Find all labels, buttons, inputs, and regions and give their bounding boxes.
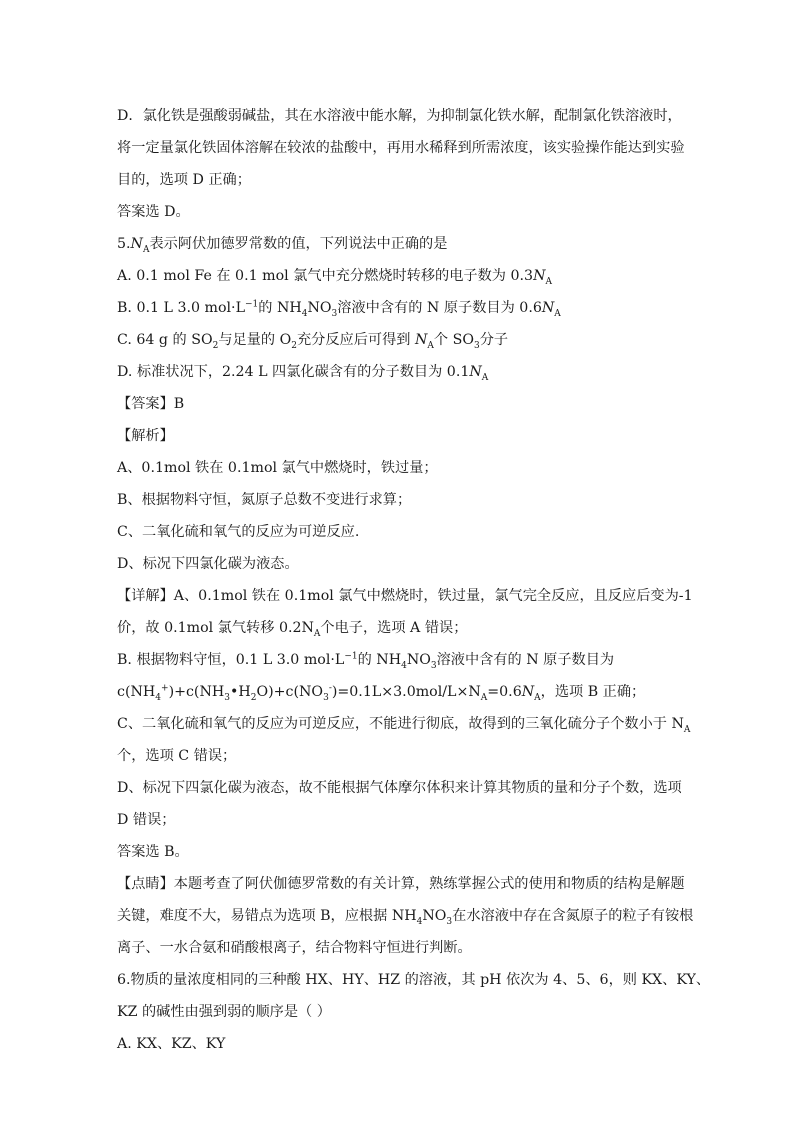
q5-stem: $5.N_A$表示阿伏加德罗常数的值，下列说法中正确的是 xyxy=(117,236,448,255)
analysis-line: A、0.1mol 铁在 0.1mol 氯气中燃烧时，铁过量； xyxy=(117,460,438,476)
text-line: 答案选 D。 xyxy=(117,204,190,220)
detail-line: $c(NH_4^+)+c(NH_3•H_2O)+c(NO_3^-)=0.1L\times 3.0mol/L\times N_A=0.6N_A$，选项 B 正确； xyxy=(117,683,646,703)
detail-line: 答案选 B。 xyxy=(117,844,189,860)
detail-line: D 错误； xyxy=(117,812,176,828)
analysis-line: B、根据物料守恒，氮原子总数不变进行求算； xyxy=(117,492,412,508)
q5-option-c: C. 64 g 的 $SO_2$与足量的 $O_2$充分反应后可得到 $N_A$个 $SO_3$分子 xyxy=(117,332,509,351)
analysis-line: C、二氧化硫和氧气的反应为可逆反应. xyxy=(117,524,360,540)
answer-label: 【答案】B xyxy=(117,396,185,412)
detail-line: D、标况下四氯化碳为液态，故不能根据气体摩尔体积来计算其物质的量和分子个数，选项 xyxy=(117,780,682,796)
analysis-label: 【解析】 xyxy=(117,428,174,444)
detail-line: 【详解】A、0.1mol 铁在 0.1mol 氯气中燃烧时，铁过量，氯气完全反应，且反应后变为-1 xyxy=(117,588,693,604)
q5-option-d: D. 标准状况下，2.24 L 四氯化碳含有的分子数目为 $0.1N_A$ xyxy=(117,364,489,383)
q5-option-a: A. 0.1 mol Fe 在 0.1 mol 氯气中充分燃烧时转移的电子数为 $0.3N_A$ xyxy=(117,268,552,287)
point-line: 离子、一水合氨和硝酸根离子，结合物料守恒进行判断。 xyxy=(117,940,472,956)
detail-line: 价，故 0.1mol 氯气转移 $0.2N_A$个电子，选项 A 错误； xyxy=(117,620,468,639)
q6-option-a: A. KX、KZ、KY xyxy=(117,1036,226,1052)
document-page xyxy=(117,100,711,1060)
q6-stem: 6.物质的量浓度相同的三种酸 HX、HY、HZ 的溶液，其 pH 依次为 4、5、6，则 KX、KY、 xyxy=(117,972,711,988)
detail-line: C、二氧化硫和氧气的反应为可逆反应，不能进行彻底，故得到的三氧化硫分子个数小于 $N_A$ xyxy=(117,716,691,735)
q6-stem: KZ 的碱性由强到弱的顺序是（ ） xyxy=(117,1004,331,1020)
q5-option-b: B. 0.1 L 3.0 $mol\cdot L^{-1}$的 $NH_4NO_3$溶液中含有的 N 原子数目为 $0.6N_A$ xyxy=(117,299,561,319)
text-line: 目的，选项 D 正确； xyxy=(117,172,251,188)
detail-line: 个，选项 C 错误； xyxy=(117,748,237,764)
analysis-line: D、标况下四氯化碳为液态。 xyxy=(117,556,299,572)
text-line: 将一定量氯化铁固体溶解在较浓的盐酸中，再用水稀释到所需浓度，该实验操作能达到实验 xyxy=(117,140,685,156)
detail-line: B. 根据物料守恒，0.1 L 3.0 $mol\cdot L^{-1}$的 $NH_4NO_3$溶液中含有的 N 原子数目为 xyxy=(117,651,615,671)
point-line: 关键，难度不大，易错点为选项 B，应根据 $NH_4NO_3$在水溶液中存在含氮原子的粒子有铵根 xyxy=(117,908,694,927)
point-line: 【点睛】本题考查了阿伏伽德罗常数的有关计算，熟练掌握公式的使用和物质的结构是解题 xyxy=(117,876,685,892)
text-line: D．氯化铁是强酸弱碱盐，其在水溶液中能水解，为抑制氯化铁水解，配制氯化铁溶液时， xyxy=(117,108,682,124)
